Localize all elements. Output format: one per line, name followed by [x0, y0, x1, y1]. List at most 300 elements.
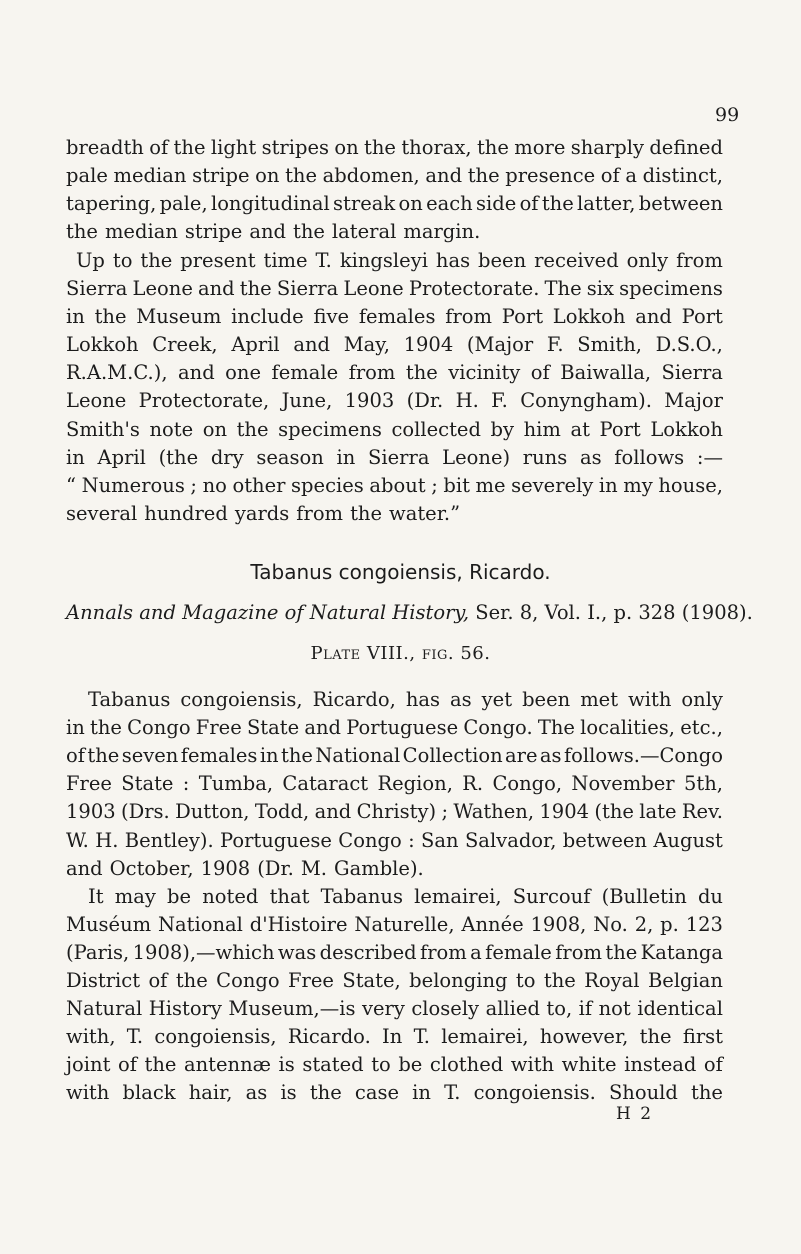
word: stated: [302, 1053, 364, 1076]
word: bit: [443, 474, 470, 497]
word: and: [425, 164, 463, 187]
word: water.”: [389, 502, 461, 525]
word: Free: [195, 716, 242, 739]
word: Region,: [377, 772, 453, 795]
word: that: [269, 885, 310, 908]
word: Leone): [442, 446, 511, 469]
word: as: [450, 688, 472, 711]
word: Smith,: [577, 333, 642, 356]
word: :: [182, 772, 190, 795]
word: It: [88, 885, 104, 908]
word: Royal: [584, 969, 640, 992]
word: Leone: [66, 389, 127, 412]
word: the: [140, 249, 173, 272]
word: the: [541, 192, 574, 215]
signature-mark: H 2: [616, 1104, 654, 1124]
word: in: [259, 744, 279, 767]
word: 1904: [403, 333, 454, 356]
word: the: [605, 941, 638, 964]
word: about: [369, 474, 426, 497]
word: of: [117, 1053, 137, 1076]
word: met: [580, 688, 619, 711]
word: (the: [594, 800, 634, 823]
word: has: [435, 249, 471, 272]
word: longitudinal: [210, 192, 330, 215]
word: noted: [202, 885, 259, 908]
word: lemairei,: [414, 885, 502, 908]
species-heading: Tabanus congoiensis, Ricardo.: [250, 560, 551, 584]
word: with: [510, 1053, 555, 1076]
word: more: [514, 136, 566, 159]
word: however,: [539, 1025, 629, 1048]
word: (Major: [466, 333, 534, 356]
word: received: [534, 249, 619, 272]
word: 1908: [200, 857, 251, 880]
word: and: [178, 361, 215, 384]
word: Muséum: [66, 913, 152, 936]
word: Congo,: [492, 772, 563, 795]
word: specimens: [278, 418, 382, 441]
word: between: [562, 829, 647, 852]
word: been: [522, 688, 571, 711]
word: to: [112, 249, 133, 272]
word: ;: [190, 474, 197, 497]
word: Natural: [66, 997, 143, 1020]
plate-label: Plate VIII.,: [310, 643, 422, 664]
word: 1904: [539, 800, 590, 823]
word: Congo: [338, 829, 402, 852]
word: State: [246, 716, 300, 739]
word: the: [90, 716, 122, 739]
word: Gamble).: [334, 857, 424, 880]
word: Conyngham).: [520, 389, 652, 412]
word: with,: [66, 1025, 116, 1048]
text-line: [66, 828, 723, 854]
word: T.: [315, 249, 332, 272]
word: Sierra: [368, 446, 430, 469]
word: the: [236, 418, 269, 441]
word: hundred: [144, 502, 228, 525]
word: belonging: [409, 969, 508, 992]
word: only: [626, 249, 669, 272]
text-line: [66, 1052, 723, 1078]
word: house,: [658, 474, 723, 497]
word: National: [315, 744, 401, 767]
word: Bentley).: [124, 829, 214, 852]
word: seven: [121, 744, 179, 767]
word: in: [336, 446, 356, 469]
word: if: [578, 997, 593, 1020]
text-line: [66, 501, 723, 527]
word: D.S.O.,: [655, 333, 723, 356]
word: as: [245, 1081, 268, 1104]
word: other: [232, 474, 286, 497]
text-line: [66, 276, 723, 302]
word: the: [175, 969, 208, 992]
word: between: [638, 192, 723, 215]
word: are: [505, 744, 538, 767]
text-line: [66, 417, 723, 443]
text-line: [66, 715, 723, 741]
word: from: [445, 305, 493, 328]
word: of: [519, 192, 539, 215]
word: distinct,: [642, 164, 723, 187]
word: Baiwalla,: [560, 361, 652, 384]
word: presence: [505, 164, 596, 187]
citation-journal: Annals and Magazine of Natural History,: [66, 601, 470, 624]
word: Ricardo,: [312, 688, 396, 711]
word: Ricardo.: [287, 1025, 371, 1048]
word: Congo.: [463, 716, 533, 739]
word: du: [697, 885, 723, 908]
word: on: [255, 164, 280, 187]
word: Congo: [127, 716, 191, 739]
word: in: [412, 1081, 431, 1104]
word: streak: [333, 192, 396, 215]
word: from: [348, 361, 396, 384]
word: Congo: [216, 969, 280, 992]
word: in: [66, 716, 85, 739]
text-line: [66, 771, 723, 797]
word: Port: [681, 305, 723, 328]
word: congoiensis.: [473, 1081, 596, 1104]
word: 2,: [634, 913, 654, 936]
word: a: [625, 164, 638, 187]
word: as: [579, 446, 602, 469]
word: very: [361, 997, 405, 1020]
word: pale: [66, 164, 108, 187]
word: Should: [608, 1081, 678, 1104]
word: Rev.: [681, 800, 723, 823]
word: Protectorate.: [408, 277, 540, 300]
word: the: [292, 220, 325, 243]
word: Sierra: [66, 277, 128, 300]
word: of: [703, 1053, 723, 1076]
word: identical: [637, 997, 723, 1020]
word: the: [239, 277, 272, 300]
word: season: [256, 446, 324, 469]
word: case: [354, 1081, 400, 1104]
word: and: [249, 220, 286, 243]
word: and: [314, 800, 352, 823]
word: the: [309, 1081, 342, 1104]
word: Salvador,: [464, 829, 557, 852]
word: (Dr.: [257, 857, 294, 880]
word: (Paris,: [66, 941, 130, 964]
word: median: [104, 220, 178, 243]
word: Naturelle,: [354, 913, 455, 936]
word: (Dr.: [406, 389, 444, 412]
word: has: [405, 688, 441, 711]
word: joint: [66, 1053, 111, 1076]
word: “: [66, 474, 76, 497]
word: the: [639, 1025, 672, 1048]
word: State,: [342, 969, 401, 992]
word: lemairei,: [441, 1025, 529, 1048]
citation-details: Ser. 8, Vol. I., p. 328 (1908).: [469, 601, 753, 624]
word: thorax,: [401, 136, 472, 159]
word: late: [639, 800, 677, 823]
text-line: [66, 135, 723, 161]
word: Surcouf: [512, 885, 591, 908]
word: with: [628, 688, 672, 711]
word: W.: [66, 829, 89, 852]
word: Sierra: [661, 361, 723, 384]
word: May,: [343, 333, 390, 356]
word: lateral: [331, 220, 397, 243]
word: p.: [660, 913, 679, 936]
word: Port: [501, 305, 544, 328]
word: and: [197, 277, 235, 300]
word: dry: [210, 446, 244, 469]
word: one: [225, 361, 262, 384]
plate-reference: [0, 643, 801, 664]
word: and: [304, 716, 342, 739]
word: pale,: [159, 192, 208, 215]
word: H.: [95, 829, 119, 852]
text-line: [66, 996, 723, 1022]
word: :—: [696, 446, 723, 469]
word: described: [319, 941, 417, 964]
word: sharply: [570, 136, 644, 159]
text-line: [66, 912, 723, 938]
word: 1903: [344, 389, 395, 412]
word: the: [87, 744, 120, 767]
text-line: [66, 884, 723, 910]
word: In: [382, 1025, 403, 1048]
word: as: [539, 744, 562, 767]
word: is: [280, 1081, 297, 1104]
word: on: [334, 136, 359, 159]
word: kingsleyi: [339, 249, 428, 272]
word: R.A.M.C.),: [66, 361, 168, 384]
word: etc.,: [680, 716, 723, 739]
word: my: [623, 474, 653, 497]
word: clothed: [429, 1053, 504, 1076]
word: and: [66, 857, 103, 880]
word: San: [421, 829, 459, 852]
word: first: [682, 1025, 723, 1048]
word: Leone: [343, 277, 404, 300]
word: August: [653, 829, 723, 852]
word: from: [555, 941, 602, 964]
word: allied: [485, 997, 540, 1020]
word: Lokkoh: [66, 333, 139, 356]
word: present: [180, 249, 256, 272]
word: Collection: [402, 744, 503, 767]
word: the: [405, 361, 438, 384]
word: d'Histoire: [249, 913, 348, 936]
word: congoiensis,: [180, 688, 303, 711]
text-line: [66, 445, 723, 471]
citation: [66, 601, 753, 624]
word: in: [66, 305, 85, 328]
word: Année: [461, 913, 524, 936]
word: :: [408, 829, 415, 852]
word: ;: [431, 474, 438, 497]
word: the: [364, 136, 396, 159]
text-line: [66, 332, 723, 358]
text-line: [66, 360, 723, 386]
word: R.: [462, 772, 484, 795]
text-line: [66, 191, 723, 217]
word: the: [66, 220, 98, 243]
word: April: [231, 333, 280, 356]
word: follows: [614, 446, 685, 469]
word: Tabanus: [320, 885, 403, 908]
word: H.: [455, 389, 479, 412]
text-line: [66, 473, 723, 499]
word: stripes: [261, 136, 329, 159]
word: in: [66, 446, 85, 469]
word: a: [470, 941, 482, 964]
word: tapering,: [66, 192, 157, 215]
word: Christy): [356, 800, 437, 823]
word: Tabanus: [88, 688, 171, 711]
word: antennæ: [183, 1053, 271, 1076]
word: Tumba,: [198, 772, 274, 795]
word: Lokkoh: [650, 418, 723, 441]
word: Belgian: [647, 969, 723, 992]
word: the: [350, 502, 382, 525]
word: include: [231, 305, 304, 328]
word: on: [398, 192, 423, 215]
word: be: [167, 885, 192, 908]
word: from: [296, 502, 344, 525]
word: to,: [546, 997, 573, 1020]
word: no: [202, 474, 227, 497]
word: six: [586, 277, 615, 300]
word: the: [467, 164, 500, 187]
word: breadth: [66, 136, 144, 159]
word: five: [313, 305, 350, 328]
word: the: [173, 136, 206, 159]
word: each: [426, 192, 473, 215]
word: vicinity: [448, 361, 521, 384]
text-line: [66, 1024, 723, 1050]
word: from: [420, 941, 467, 964]
word: on: [202, 418, 228, 441]
word: (Drs.: [120, 800, 170, 823]
word: instead: [624, 1053, 697, 1076]
word: Portuguese: [220, 829, 332, 852]
word: Museum,—is: [228, 997, 356, 1020]
word: median: [113, 164, 187, 187]
word: History: [148, 997, 222, 1020]
text-line: [66, 940, 723, 966]
word: abdomen,: [322, 164, 420, 187]
word: of: [530, 361, 550, 384]
word: by: [490, 418, 515, 441]
word: note: [149, 418, 194, 441]
word: yet: [481, 688, 513, 711]
text-line: [66, 687, 723, 713]
text-line: [66, 219, 723, 245]
word: District: [66, 969, 141, 992]
word: several: [66, 502, 138, 525]
word: Free: [66, 772, 112, 795]
word: Museum: [136, 305, 222, 328]
word: female: [271, 361, 339, 384]
word: only: [681, 688, 723, 711]
word: F.: [546, 333, 564, 356]
figure-label: fig. 56.: [421, 643, 491, 664]
word: collected: [391, 418, 481, 441]
word: not: [598, 997, 631, 1020]
word: June,: [281, 389, 333, 412]
word: Cataract: [282, 772, 369, 795]
word: specimens: [619, 277, 723, 300]
word: Smith's: [66, 418, 140, 441]
word: me: [475, 474, 506, 497]
word: 1908,: [530, 913, 587, 936]
word: and: [635, 305, 672, 328]
word: National: [157, 913, 243, 936]
word: with: [66, 1081, 110, 1104]
word: The: [544, 277, 582, 300]
word: localities,: [580, 716, 675, 739]
word: April: [97, 446, 146, 469]
word: Wathen,: [453, 800, 535, 823]
word: white: [561, 1053, 617, 1076]
word: 1903: [66, 800, 116, 823]
word: from: [676, 249, 723, 272]
word: the: [144, 1053, 177, 1076]
word: of: [149, 136, 169, 159]
word: November: [571, 772, 675, 795]
text-line: [66, 968, 723, 994]
word: Leone: [132, 277, 193, 300]
text-line: [66, 304, 723, 330]
word: females: [358, 305, 436, 328]
word: October,: [109, 857, 194, 880]
word: stripe: [192, 164, 250, 187]
word: be: [398, 1053, 423, 1076]
word: latter,: [577, 192, 636, 215]
word: 5th,: [683, 772, 723, 795]
word: Up: [76, 249, 105, 272]
word: Todd,: [254, 800, 310, 823]
word: to: [371, 1053, 391, 1076]
word: was: [277, 941, 317, 964]
text-line: [66, 743, 723, 769]
word: the: [285, 164, 318, 187]
word: 123: [685, 913, 723, 936]
text-line: [66, 856, 723, 882]
word: the: [543, 969, 576, 992]
word: stripe: [184, 220, 243, 243]
word: Sierra: [276, 277, 339, 300]
word: species: [291, 474, 364, 497]
word: T.: [126, 1025, 144, 1048]
word: The: [537, 716, 575, 739]
word: light: [210, 136, 257, 159]
word: side: [476, 192, 517, 215]
word: Port: [599, 418, 641, 441]
word: (Bulletin: [601, 885, 687, 908]
word: the: [691, 1081, 723, 1104]
word: been: [478, 249, 527, 272]
word: T.: [413, 1025, 430, 1048]
text-line: [66, 163, 723, 189]
word: hair,: [188, 1081, 233, 1104]
word: females: [180, 744, 258, 767]
word: (the: [158, 446, 199, 469]
word: Lokkoh: [552, 305, 626, 328]
word: F.: [491, 389, 508, 412]
word: M.: [300, 857, 327, 880]
word: the: [281, 744, 313, 767]
